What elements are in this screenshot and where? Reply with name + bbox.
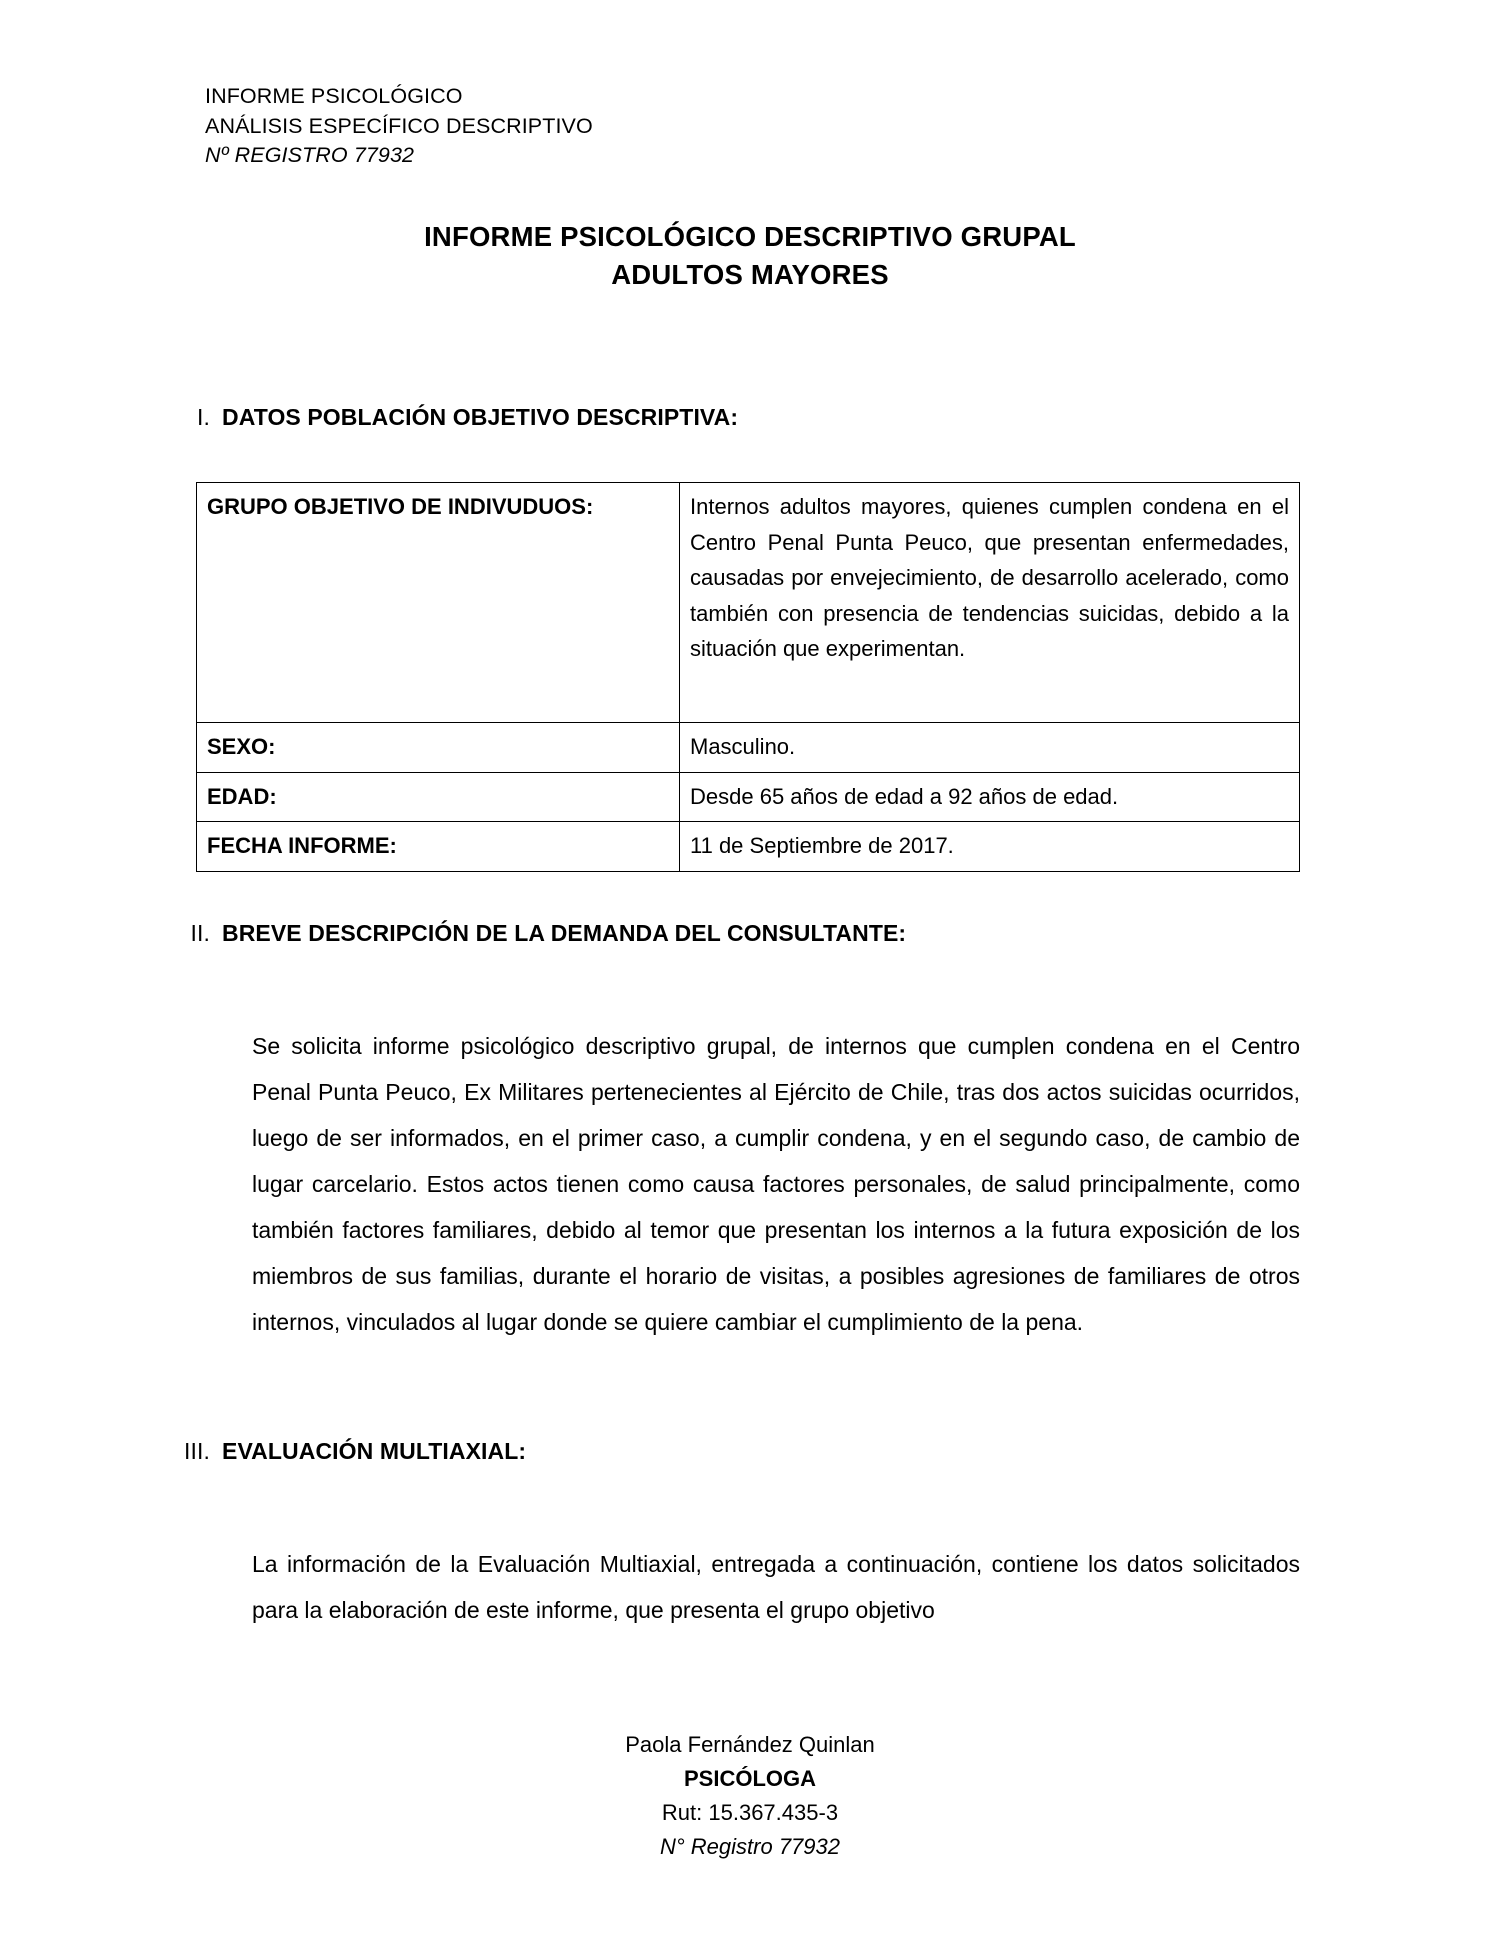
document-header <box>205 82 593 171</box>
table-row <box>197 483 1300 723</box>
table-cell-label-edad: EDAD: <box>197 772 680 822</box>
signature-name: Paola Fernández Quinlan <box>625 1732 875 1757</box>
section-label-1: DATOS POBLACIÓN OBJETIVO DESCRIPTIVA: <box>222 404 739 430</box>
table-row <box>197 822 1300 872</box>
section-number-1: I. <box>197 404 210 430</box>
header-line-report-type: INFORME PSICOLÓGICO <box>205 84 463 108</box>
page-title-line-2: ADULTOS MAYORES <box>611 259 889 290</box>
population-data-table <box>196 482 1300 872</box>
table-cell-label-fecha-informe: FECHA INFORME: <box>197 822 680 872</box>
table-cell-label-sexo: SEXO: <box>197 723 680 773</box>
table-cell-label-grupo-objetivo: GRUPO OBJETIVO DE INDIVUDUOS: <box>197 483 680 723</box>
section-paragraph-evaluacion-multiaxial: La información de la Evaluación Multiaxial, entregada a continuación, contiene los datos solicitados para la elaboración de este informe, que presenta el grupo objetivo <box>252 1551 1300 1623</box>
section-paragraph-demanda-consultante: Se solicita informe psicológico descriptivo grupal, de internos que cumplen condena en el Centro Penal Punta Peuco, Ex Militares pertenecientes al Ejército de Chile, tras dos actos suicidas ocurridos, luego de ser informados, en el primer caso, a cumplir condena, y en el segundo caso, de cambio de lugar carcelario. Estos actos tienen como causa factores personales, de salud principalmente, como también factores familiares, debido al temor que presentan los internos a la futura exposición de los miembros de sus familias, durante el horario de visitas, a posibles agresiones de familiares de otros internos, vinculados al lugar donde se quiere cambiar el cumplimiento de la pena. <box>252 1033 1300 1335</box>
signature-footer <box>0 1728 1500 1864</box>
page-title <box>0 218 1500 294</box>
section-label-2: BREVE DESCRIPCIÓN DE LA DEMANDA DEL CONSULTANTE: <box>222 920 907 946</box>
section-number-2: II. <box>190 920 210 946</box>
signature-role: PSICÓLOGA <box>683 1766 816 1791</box>
table-cell-value-edad: Desde 65 años de edad a 92 años de edad. <box>680 772 1300 822</box>
section-heading-datos-poblacion <box>180 404 738 431</box>
section-heading-evaluacion-multiaxial <box>180 1438 526 1465</box>
table-row <box>197 772 1300 822</box>
signature-rut: Rut: 15.367.435-3 <box>661 1800 839 1825</box>
section-number-3: III. <box>184 1438 210 1464</box>
table-cell-value-sexo: Masculino. <box>680 723 1300 773</box>
table-cell-value-grupo-objetivo: Internos adultos mayores, quienes cumplen condena en el Centro Penal Punta Peuco, que presentan enfermedades, causadas por envejecimiento, de desarrollo acelerado, como también con presencia de tendencias suicidas, debido a la situación que experimentan. <box>680 483 1300 723</box>
section-heading-demanda-consultante <box>180 920 906 947</box>
table-cell-value-fecha-informe: 11 de Septiembre de 2017. <box>680 822 1300 872</box>
table-row <box>197 723 1300 773</box>
header-line-analysis-type: ANÁLISIS ESPECÍFICO DESCRIPTIVO <box>205 113 593 138</box>
page-title-line-1: INFORME PSICOLÓGICO DESCRIPTIVO GRUPAL <box>424 221 1076 252</box>
section-label-3: EVALUACIÓN MULTIAXIAL: <box>222 1438 527 1464</box>
signature-registry: N° Registro 77932 <box>659 1834 840 1859</box>
header-line-registry-number: Nº REGISTRO 77932 <box>205 143 415 167</box>
